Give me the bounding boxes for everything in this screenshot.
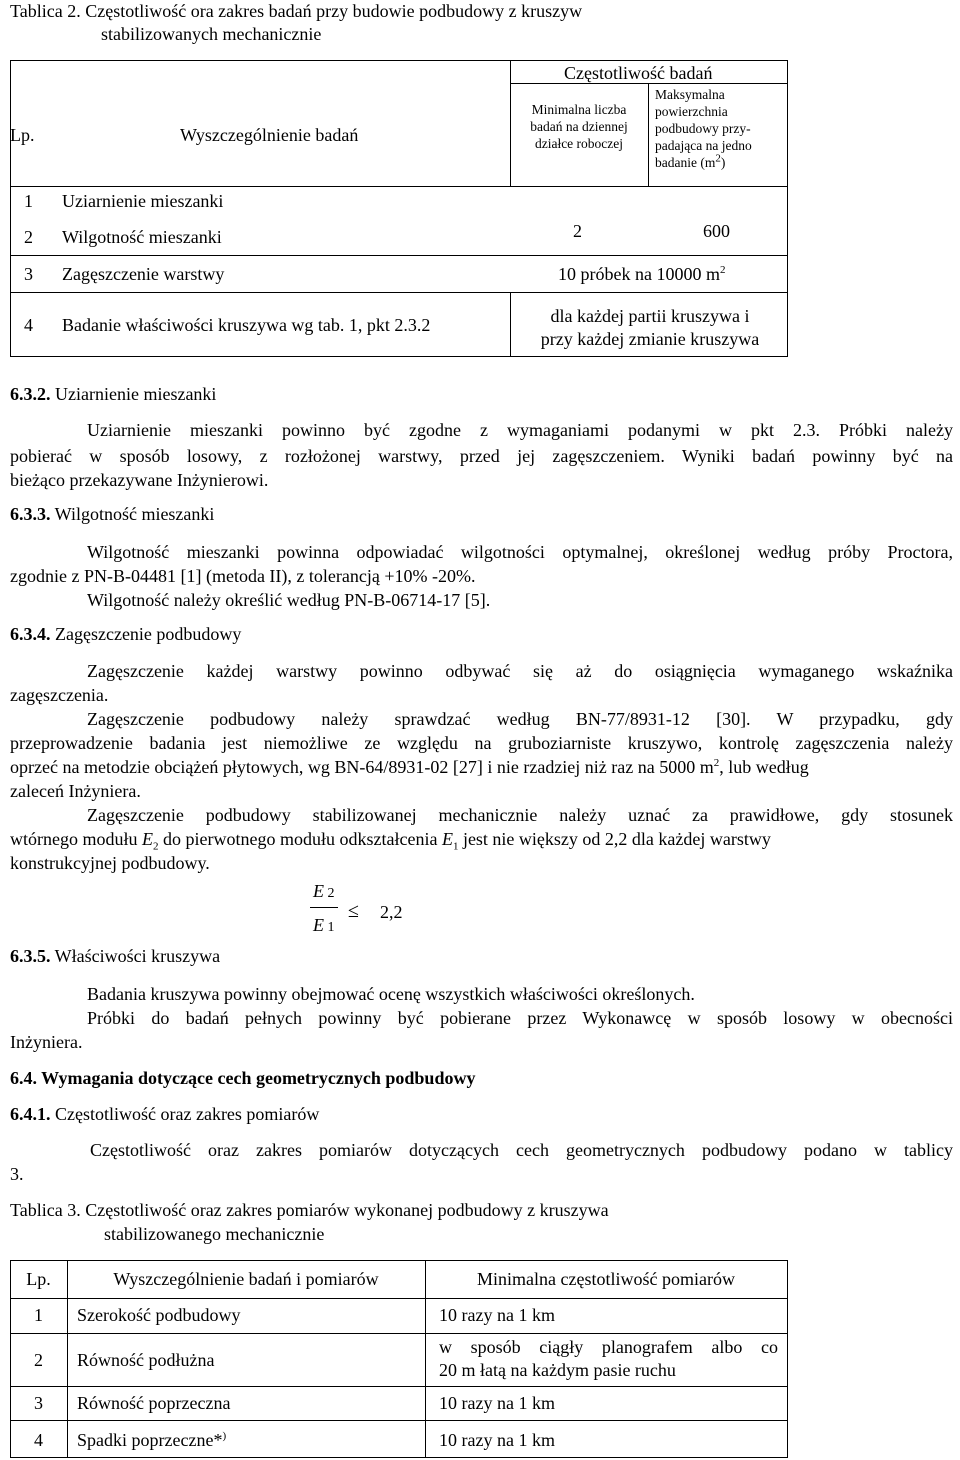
table2-head-lp: Lp. (10, 125, 35, 145)
table2-head-max-line: Maksymalna (655, 87, 725, 102)
table2-merged-max: 600 (703, 221, 730, 241)
formula-numerator: E 2 (313, 881, 335, 901)
table3-row1-num: 1 (34, 1305, 43, 1325)
paragraph-line: przeprowadzenie badania jest niemożliwe ze względu na gruboziarniste kruszywo, kontrolę zagęszczenia należy (10, 733, 953, 753)
table3-row2-desc: Równość podłużna (77, 1350, 215, 1370)
table2-row4-desc: Badanie właściwości kruszywa wg tab. 1, pkt 2.3.2 (62, 315, 431, 335)
table2-head-desc: Wyszczególnienie badań (180, 125, 359, 145)
table2-row4-value-line: dla każdej partii kruszywa i (550, 306, 750, 326)
table2-border-bottom (10, 356, 788, 357)
paragraph-line: Inżyniera. (10, 1032, 83, 1052)
table2-divider-head (510, 60, 511, 187)
table2-divider-sub (648, 83, 649, 187)
formula-value: 2,2 (380, 902, 403, 922)
table2-row3-num: 3 (24, 264, 33, 284)
table3-row2-freq-line: 20 m łatą na każdym pasie ruchu (439, 1360, 676, 1380)
formula-denominator: E 1 (313, 915, 335, 935)
section-heading: 6.4. Wymagania dotyczące cech geometrycznych podbudowy (10, 1068, 476, 1088)
paragraph-line: zgodnie z PN-B-04481 [1] (metoda II), z tolerancją +10% -20%. (10, 566, 476, 586)
formula-leq-symbol: ≤ (348, 900, 359, 922)
paragraph-line: 3. (10, 1164, 24, 1184)
table3-row3-freq: 10 razy na 1 km (439, 1393, 555, 1413)
table2-border-left (10, 60, 11, 357)
section-heading: 6.3.4. Zagęszczenie podbudowy (10, 624, 242, 644)
table2-row4-num: 4 (24, 315, 33, 335)
paragraph-line: zagęszczenia. (10, 685, 109, 705)
table2-row1-num: 1 (24, 191, 33, 211)
table3-border-bottom (10, 1457, 788, 1458)
table2-caption-line1: Tablica 2. Częstotliwość ora zakres badań przy budowie podbudowy z kruszyw (10, 1, 583, 21)
section-heading: 6.3.5. Właściwości kruszywa (10, 946, 221, 966)
table3-row2-num: 2 (34, 1350, 43, 1370)
table3-head-lp: Lp. (26, 1269, 51, 1289)
table3-border-top (10, 1260, 788, 1261)
paragraph-line: Uziarnienie mieszanki powinno być zgodne z wymaganiami podanymi w pkt 2.3. Próbki należy (87, 420, 953, 440)
paragraph-line: Wilgotność należy określić według PN-B-06714-17 [5]. (87, 590, 491, 610)
paragraph-line: Wilgotność mieszanki powinna odpowiadać wilgotności optymalnej, określonej według próby Proctora, (87, 542, 953, 562)
paragraph-line: oprzeć na metodzie obciążeń płytowych, wg BN-64/8931-02 [27] i nie rzadziej niż raz na 5000 $m^2$, lub według (10, 757, 809, 777)
table3-row3-num: 3 (34, 1393, 43, 1413)
table2-head-min (512, 101, 646, 152)
table2-head-min-line: badań na dziennej (530, 119, 628, 134)
table2-row3-value: 10 próbek na 10000 $m^2$ (558, 264, 726, 284)
table2-head-min-line: działce roboczej (534, 136, 624, 151)
table3-row1-bottom (10, 1333, 788, 1334)
section-heading: 6.3.2. Uziarnienie mieszanki (10, 384, 217, 404)
table3-caption-line2: stabilizowanego mechanicznie (104, 1224, 325, 1244)
table3-row2-freq-line: w sposób ciągły planografem albo co (439, 1337, 778, 1357)
table2-head-freq: Częstotliwość badań (564, 63, 713, 83)
table2-head-max-line: podbudowy przy- (655, 121, 751, 136)
paragraph-line: Próbki do badań pełnych powinny być pobierane przez Wykonawcę w sposób losowy w obecności (87, 1008, 953, 1028)
table3-row3-bottom (10, 1420, 788, 1421)
paragraph-line: konstrukcyjnej podbudowy. (10, 853, 210, 873)
table2-divider-row4 (510, 292, 511, 357)
table3-row4-desc: Spadki poprzeczne*) (77, 1430, 227, 1450)
table3-row2-bottom (10, 1386, 788, 1387)
table3-caption-line1: Tablica 3. Częstotliwość oraz zakres pomiarów wykonanej podbudowy z kruszywa (10, 1200, 609, 1220)
paragraph-line: zaleceń Inżyniera. (10, 781, 141, 801)
table2-head-max-line: badanie $(m^2)$ (655, 152, 726, 170)
table2-head-max-line: padająca na jedno (655, 138, 752, 153)
table3-row1-desc: Szerokość podbudowy (77, 1305, 241, 1325)
table2-border-top (10, 60, 788, 61)
table3-row1-freq: 10 razy na 1 km (439, 1305, 555, 1325)
table2-merged-min: 2 (573, 221, 582, 241)
paragraph-line: Częstotliwość oraz zakres pomiarów dotyczących cech geometrycznych podbudowy podano w tablicy (90, 1140, 953, 1160)
table2-row2-desc: Wilgotność mieszanki (62, 227, 222, 247)
paragraph-line: Badania kruszywa powinny obejmować ocenę wszystkich właściwości określonych. (87, 984, 695, 1004)
table2-head-max (655, 86, 752, 171)
table3-head-desc: Wyszczególnienie badań i pomiarów (113, 1269, 379, 1289)
paragraph-line: Zagęszczenie podbudowy stabilizowanej mechanicznie należy uznać za prawidłowe, gdy stosunek (87, 805, 953, 825)
paragraph-line: Zagęszczenie każdej warstwy powinno odbywać się aż do osiągnięcia wymaganego wskaźnika (87, 661, 953, 681)
table2-row2-bottom (10, 255, 788, 256)
table2-row3-bottom (10, 292, 788, 293)
table2-head-bottom (10, 186, 788, 187)
table2-row4-value-line: przy każdej zmianie kruszywa (540, 329, 760, 349)
paragraph-line: Zagęszczenie podbudowy należy sprawdzać według BN-77/8931-12 [30]. W przypadku, gdy (87, 709, 953, 729)
table3-row4-num: 4 (34, 1430, 43, 1450)
paragraph-line: bieżąco przekazywane Inżynierowi. (10, 470, 269, 490)
paragraph-line: wtórnego modułu $E_2$ do pierwotnego modułu odkształcenia $E_1$ jest nie większy od 2,2 dla każdej warstwy (10, 829, 771, 853)
table2-row1-desc: Uziarnienie mieszanki (62, 191, 224, 211)
table2-head-min-line: Minimalna liczba (531, 102, 627, 117)
table3-border-right (787, 1260, 788, 1458)
formula-fraction-bar (310, 907, 338, 908)
table3-row4-freq: 10 razy na 1 km (439, 1430, 555, 1450)
table2-row4-value (512, 305, 788, 351)
table3-head-bottom (10, 1298, 788, 1299)
section-heading: 6.3.3. Wilgotność mieszanki (10, 504, 215, 524)
paragraph-line: pobierać w sposób losowy, z rozłożonej warstwy, przed jej zagęszczeniem. Wyniki badań powinny być na (10, 446, 953, 466)
table3-head-freq: Minimalna częstotliwość pomiarów (477, 1269, 735, 1289)
table2-row3-desc: Zagęszczenie warstwy (62, 264, 225, 284)
subsection-heading: 6.4.1. Częstotliwość oraz zakres pomiarów (10, 1104, 320, 1124)
table3-row3-desc: Równość poprzeczna (77, 1393, 231, 1413)
table2-caption-line2: stabilizowanych mechanicznie (101, 24, 322, 44)
table2-row2-num: 2 (24, 227, 33, 247)
table2-head-max-line: powierzchnia (655, 104, 728, 119)
